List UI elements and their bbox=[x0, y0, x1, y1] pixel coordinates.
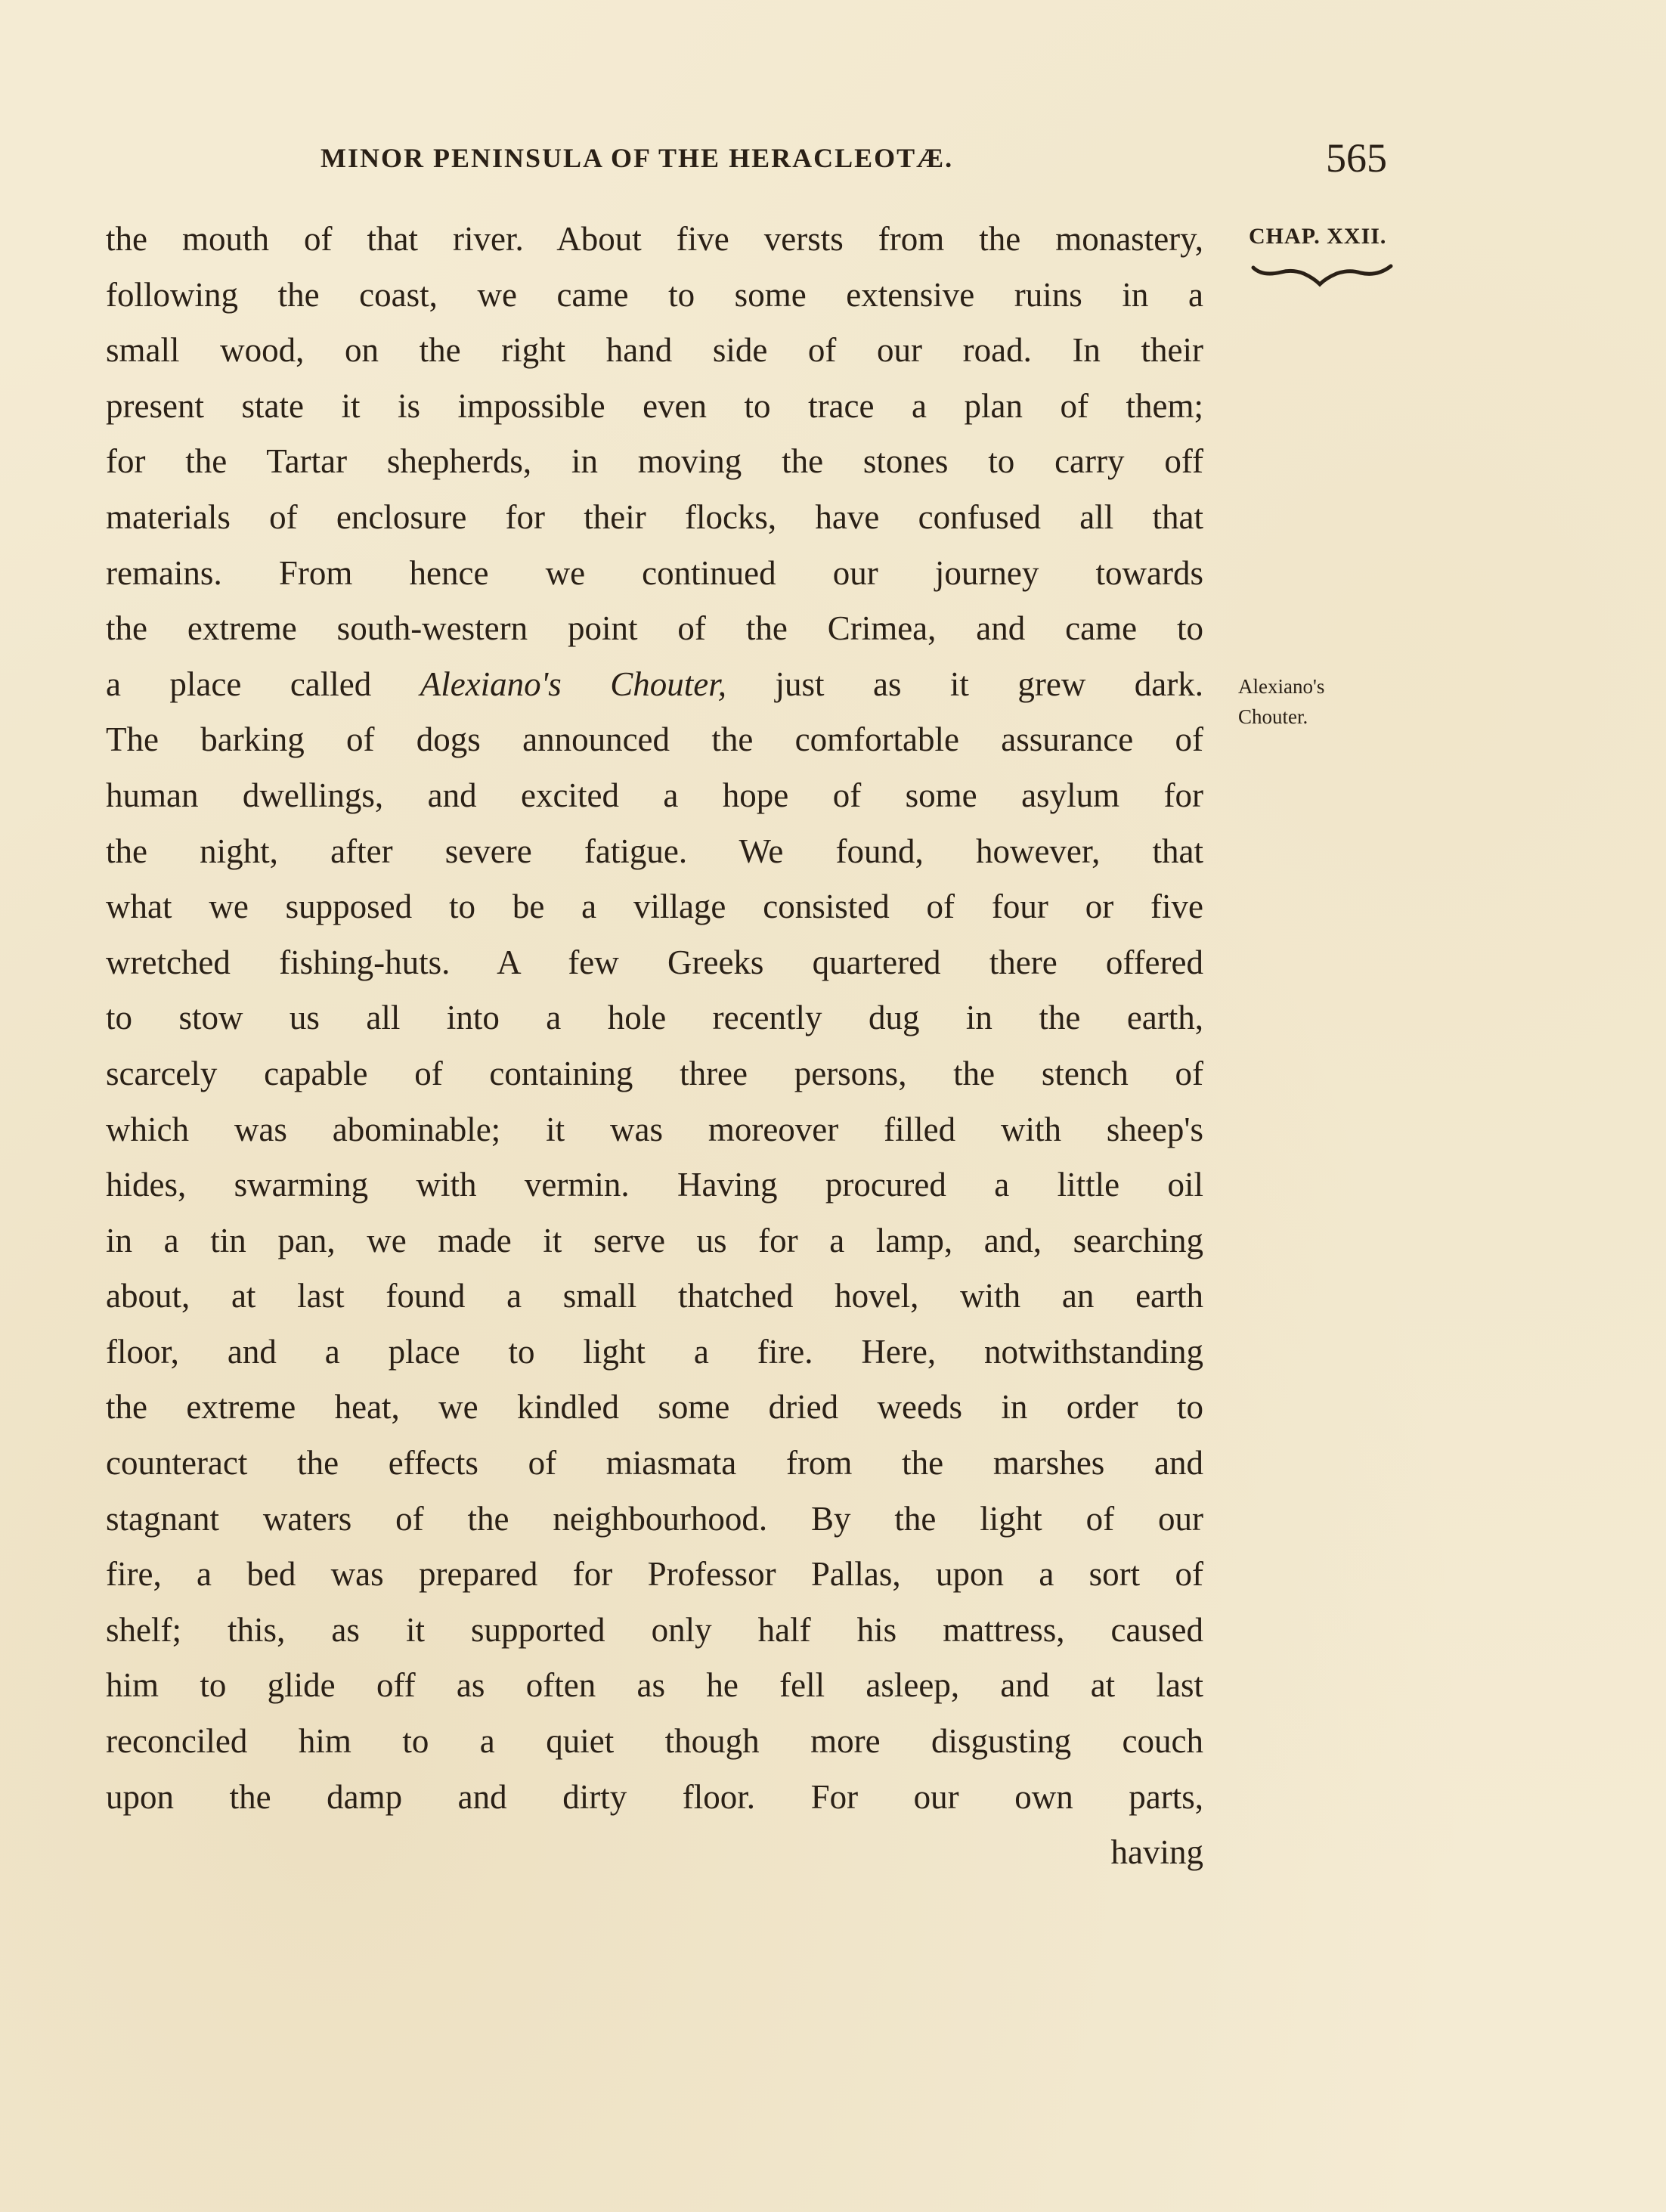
text-line: small wood, on the right hand side of our road. In their bbox=[106, 331, 1203, 370]
marginal-note-line-2: Chouter. bbox=[1238, 705, 1308, 728]
text-line: the night, after severe fatigue. We found, however, that bbox=[106, 832, 1203, 870]
text-line: about, at last found a small thatched hovel, with an earth bbox=[106, 1277, 1203, 1315]
text-line: him to glide off as often as he fell asleep, and at last bbox=[106, 1666, 1203, 1705]
line-segment: a place called bbox=[106, 665, 420, 703]
text-line: upon the damp and dirty floor. For our own parts, bbox=[106, 1777, 1203, 1816]
text-line: remains. From hence we continued our journey towards bbox=[106, 553, 1203, 592]
text-line: hides, swarming with vermin. Having procured a little oil bbox=[106, 1166, 1203, 1204]
brace-flourish-icon bbox=[1247, 260, 1398, 290]
text-line: for the Tartar shepherds, in moving the stones to carry off bbox=[106, 442, 1203, 481]
text-line: in a tin pan, we made it serve us for a lamp, and, searching bbox=[106, 1221, 1203, 1259]
marginal-note-line-1: Alexiano's bbox=[1238, 675, 1325, 698]
text-line: reconciled him to a quiet though more disgusting couch bbox=[106, 1722, 1203, 1761]
line-segment: just as it grew dark. bbox=[726, 665, 1204, 703]
marginal-note bbox=[1238, 671, 1389, 732]
text-line: counteract the effects of miasmata from the marshes and bbox=[106, 1444, 1203, 1482]
text-line-with-place-name bbox=[106, 657, 1203, 713]
text-line: stagnant waters of the neighbourhood. By the light of our bbox=[106, 1499, 1203, 1538]
text-line: fire, a bed was prepared for Professor Pallas, upon a sort of bbox=[106, 1555, 1203, 1594]
text-line: floor, and a place to light a fire. Here, notwithstanding bbox=[106, 1332, 1203, 1371]
text-line: the extreme heat, we kindled some dried weeds in order to bbox=[106, 1388, 1203, 1427]
place-name-italic: Alexiano's Chouter, bbox=[420, 665, 727, 703]
text-line: the extreme south-western point of the Crimea, and came to bbox=[106, 609, 1203, 648]
text-line: The barking of dogs announced the comfortable assurance of bbox=[106, 720, 1203, 759]
text-line: following the coast, we came to some extensive ruins in a bbox=[106, 275, 1203, 314]
text-line: wretched fishing-huts. A few Greeks quartered there offered bbox=[106, 943, 1203, 981]
text-line: present state it is impossible even to trace a plan of them; bbox=[106, 386, 1203, 425]
text-line: shelf; this, as it supported only half his mattress, caused bbox=[106, 1610, 1203, 1649]
body-text bbox=[106, 212, 1203, 1881]
page-number: 565 bbox=[1326, 135, 1387, 181]
text-line: scarcely capable of containing three persons, the stench of bbox=[106, 1054, 1203, 1092]
text-line: to stow us all into a hole recently dug in the earth, bbox=[106, 999, 1203, 1037]
text-line: materials of enclosure for their flocks, have confused all that bbox=[106, 497, 1203, 536]
chapter-marginal-label: CHAP. XXII. bbox=[1249, 224, 1387, 249]
text-line: human dwellings, and excited a hope of some asylum for bbox=[106, 776, 1203, 814]
catchword: having bbox=[1110, 1833, 1203, 1872]
running-title: MINOR PENINSULA OF THE HERACLEOTÆ. bbox=[321, 143, 954, 173]
text-line: the mouth of that river. About five versts from the monastery, bbox=[106, 220, 1203, 258]
text-line: which was abominable; it was moreover filled with sheep's bbox=[106, 1110, 1203, 1148]
text-line: what we supposed to be a village consisted of four or five bbox=[106, 888, 1203, 926]
